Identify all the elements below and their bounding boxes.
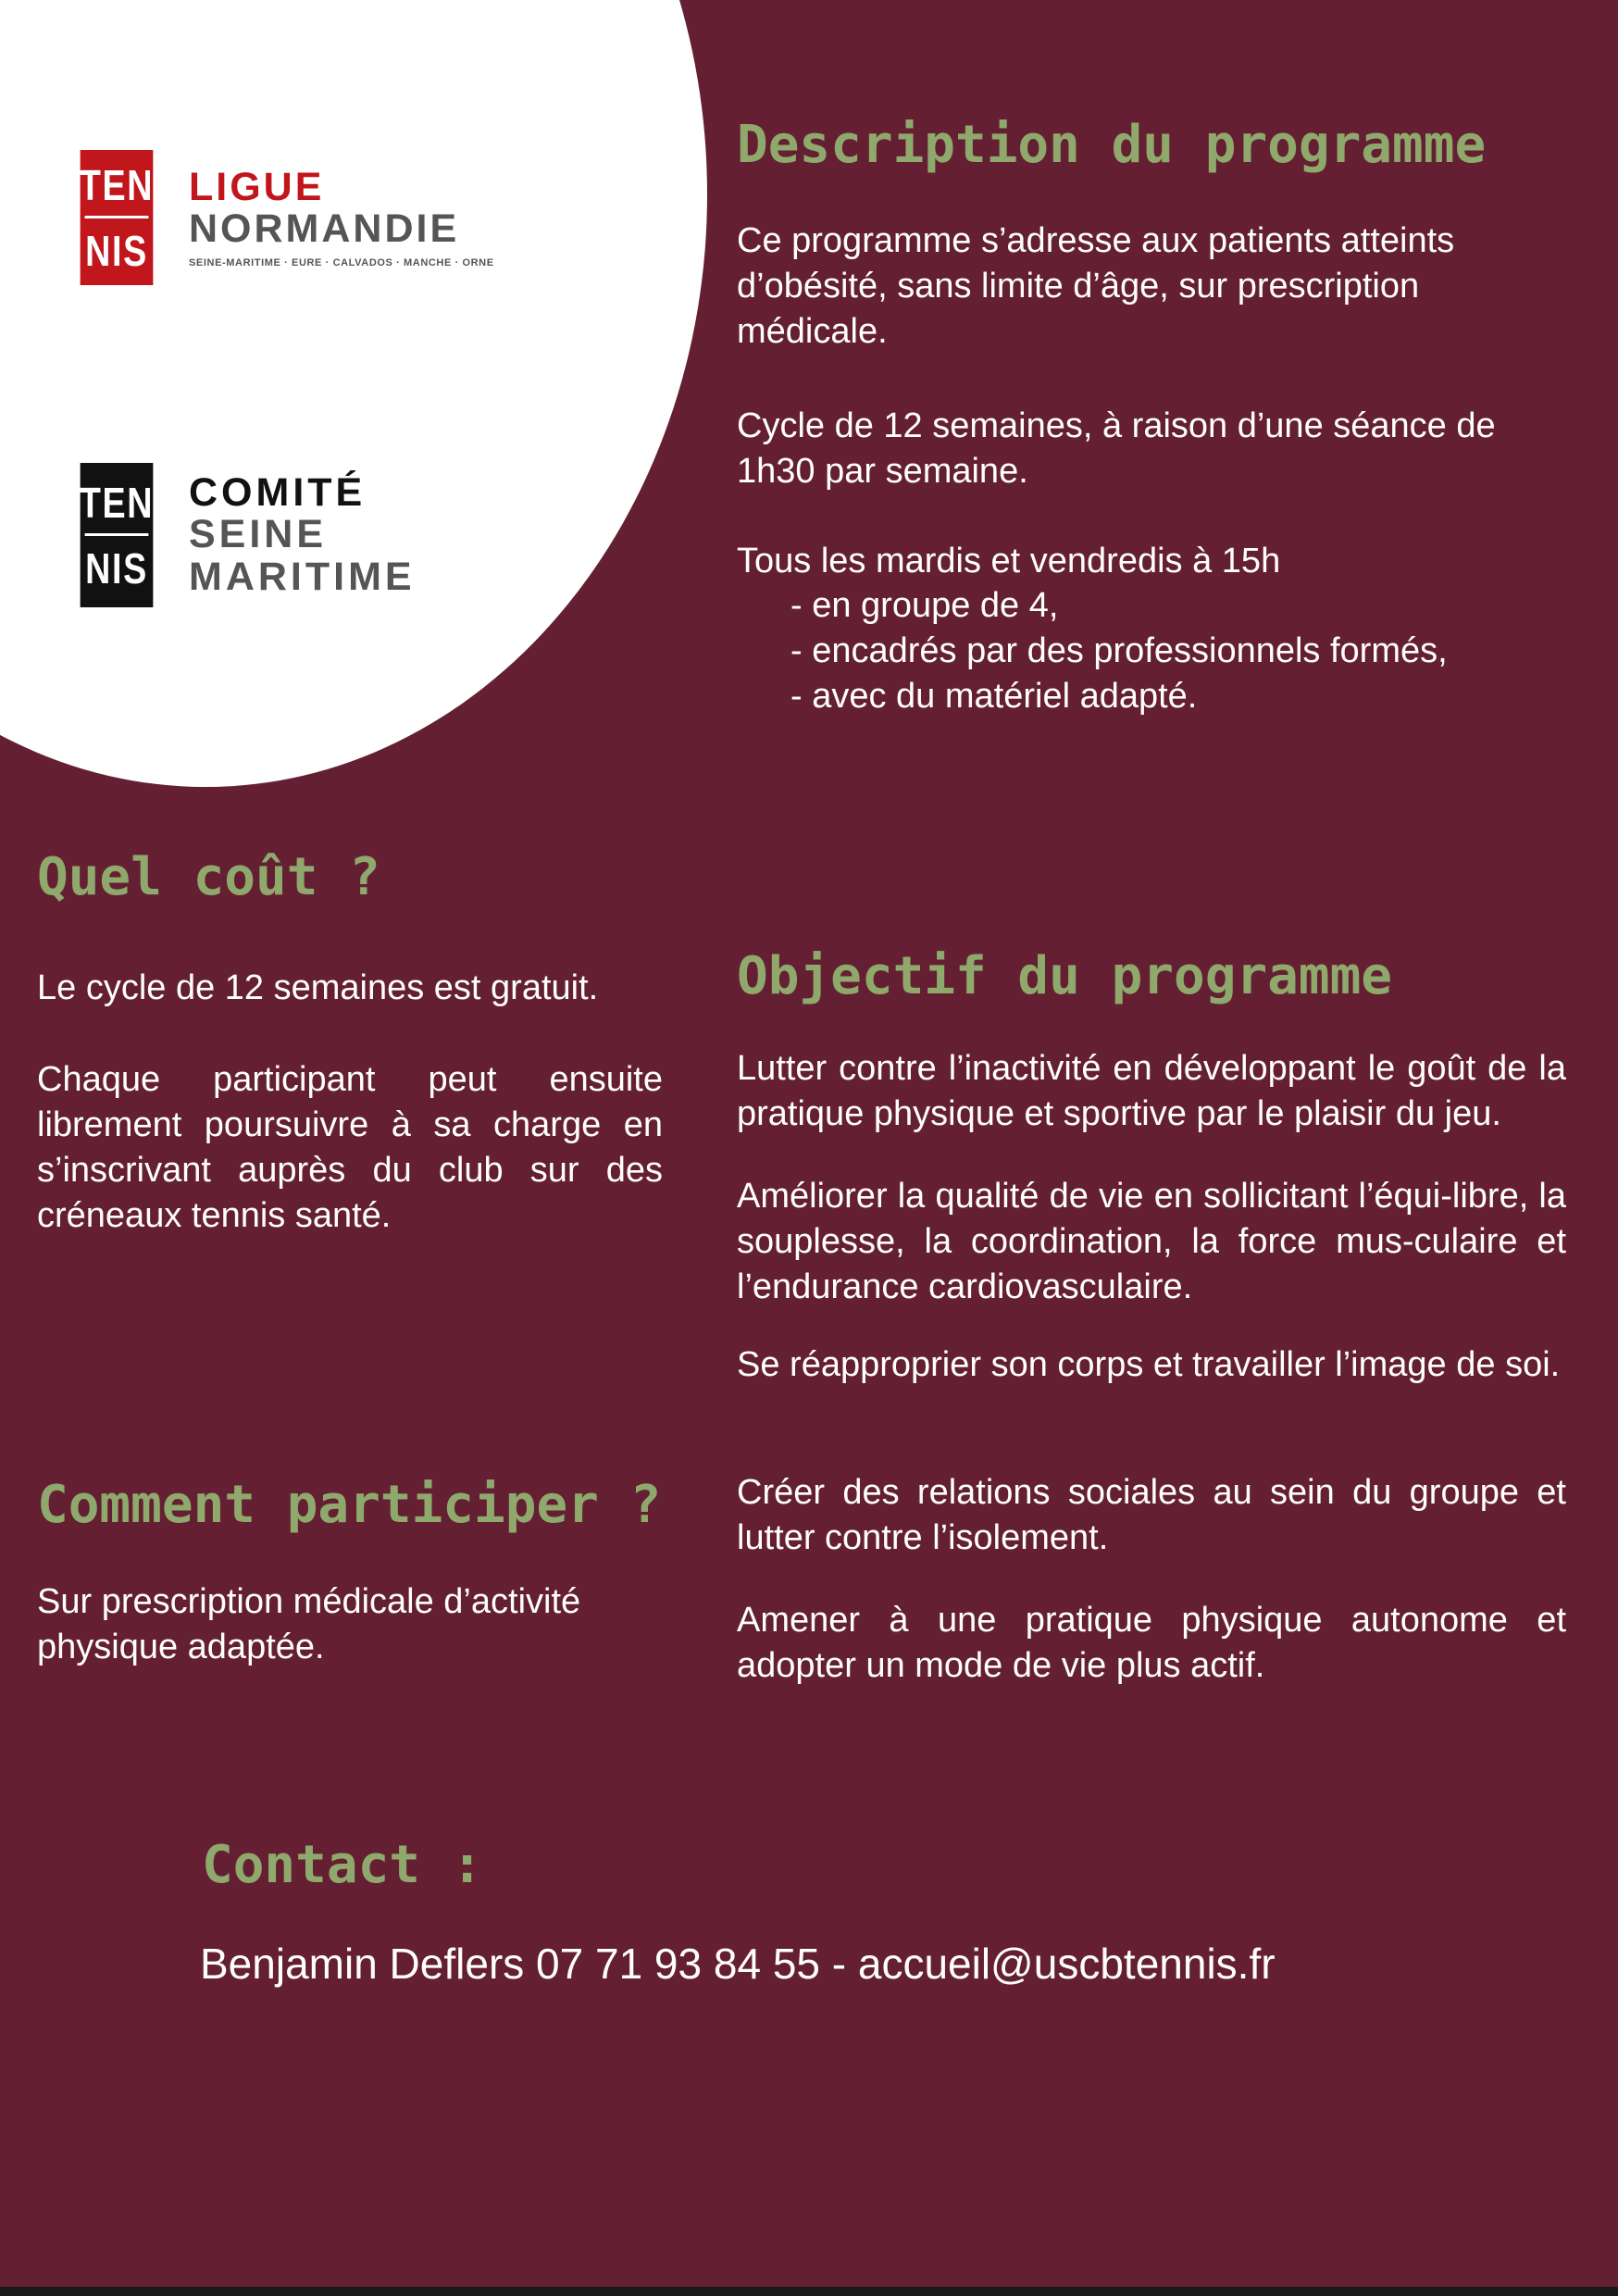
ligue-normandie-logo xyxy=(72,150,494,285)
contact-details: Benjamin Deflers 07 71 93 84 55 - accueil@uscbtennis.fr xyxy=(200,1940,1276,1988)
objectif-paragraph-3: Se réapproprier son corps et travailler l’image de soi. xyxy=(737,1345,1561,1384)
bottom-border xyxy=(0,2287,1618,2296)
participer-paragraph: Sur prescription médicale d’activité physique adaptée. xyxy=(37,1582,581,1666)
description-paragraph-2: Cycle de 12 semaines, à raison d’une séance de 1h30 par semaine. xyxy=(737,406,1496,491)
logo-box-bottom: NIS xyxy=(85,543,148,593)
tennis-logo-box xyxy=(81,150,154,285)
ligue-logo-text xyxy=(189,164,494,269)
cout-title: Quel coût ? xyxy=(37,847,380,907)
comite-logo-line3: MARITIME xyxy=(189,554,416,599)
cout-paragraph-2: Chaque participant peut ensuite librement poursuivre à sa charge en s’inscrivant auprès du club sur des créneaux tennis santé. xyxy=(37,1060,663,1235)
list-item: - encadrés par des professionnels formés, xyxy=(790,631,1448,670)
ligue-logo-line3: SEINE-MARITIME · EURE · CALVADOS · MANCHE · ORNE xyxy=(189,257,494,269)
description-list xyxy=(737,583,1561,719)
objectif-paragraph-2: Améliorer la qualité de vie en sollicitant l’équi-libre, la souplesse, la coordination, la force mus-culaire et l’endurance cardiovasculaire. xyxy=(737,1177,1566,1306)
comite-logo-text xyxy=(189,472,416,597)
description-title: Description du programme xyxy=(737,115,1487,175)
logo-box-bottom: NIS xyxy=(85,226,148,275)
objectif-paragraph-4: Créer des relations sociales au sein du groupe et lutter contre l’isolement. xyxy=(737,1473,1566,1557)
cout-paragraph-1: Le cycle de 12 semaines est gratuit. xyxy=(37,968,599,1007)
logo-box-top: TEN xyxy=(79,478,155,527)
contact-title: Contact : xyxy=(202,1835,483,1895)
objectif-paragraph-5: Amener à une pratique physique autonome et adopter un mode de vie plus actif. xyxy=(737,1601,1566,1685)
objectif-paragraph-1: Lutter contre l’inactivité en développant le goût de la pratique physique et sportive par le plaisir du jeu. xyxy=(737,1049,1566,1133)
objectif-title: Objectif du programme xyxy=(737,946,1393,1006)
ligue-logo-line2: NORMANDIE xyxy=(189,206,460,251)
description-paragraph-1: Ce programme s’adresse aux patients atteints d’obésité, sans limite d’âge, sur prescription médicale. xyxy=(737,221,1455,351)
white-circle-backdrop xyxy=(0,0,707,787)
participer-title: Comment participer ? xyxy=(37,1475,662,1535)
comite-logo-line2: SEINE xyxy=(189,512,328,557)
list-item: - avec du matériel adapté. xyxy=(790,677,1198,716)
list-item: - en groupe de 4, xyxy=(790,586,1059,625)
description-paragraph-3: Tous les mardis et vendredis à 15h xyxy=(737,542,1281,580)
logo-separator xyxy=(85,533,149,536)
logo-box-top: TEN xyxy=(79,160,155,209)
comite-logo-line1: COMITÉ xyxy=(189,470,367,516)
ligue-logo-line1: LIGUE xyxy=(189,164,325,209)
tennis-logo-box xyxy=(81,463,154,607)
logo-separator xyxy=(85,216,149,218)
comite-seine-maritime-logo xyxy=(72,463,416,607)
